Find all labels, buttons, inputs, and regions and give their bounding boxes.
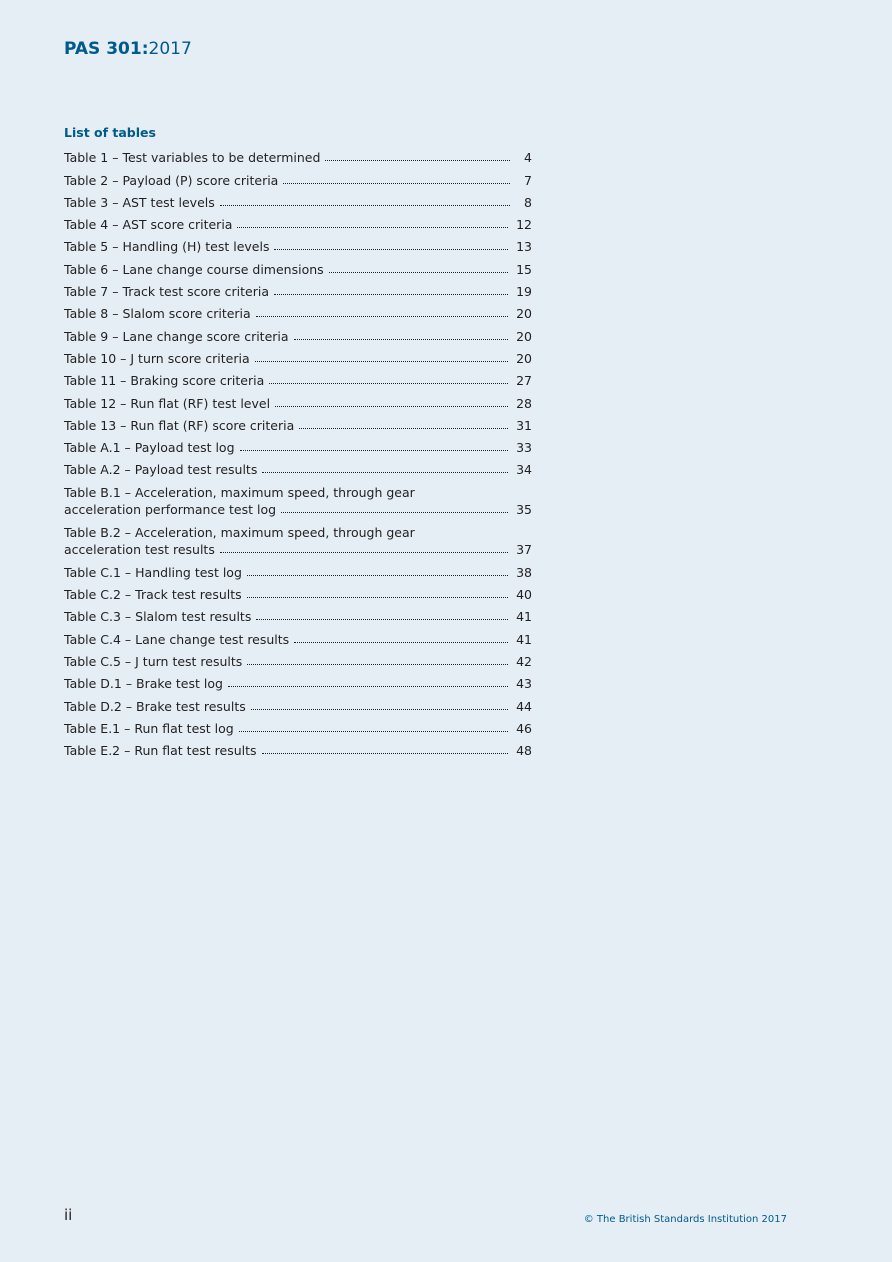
document-header (64, 39, 192, 59)
dot-leader (269, 383, 508, 384)
toc-entry-page: 7 (524, 172, 532, 188)
dot-leader (281, 512, 508, 513)
toc-entry[interactable] (64, 625, 532, 647)
section-title: List of tables (64, 125, 156, 140)
toc-entry[interactable] (64, 389, 532, 411)
page-number: ii (64, 1206, 73, 1224)
toc-entry[interactable] (64, 737, 532, 759)
toc-entry-label: Table 9 – Lane change score criteria (64, 328, 289, 344)
dot-leader (237, 227, 508, 228)
toc-entry-page: 41 (516, 631, 532, 647)
toc-entry-page: 38 (516, 564, 532, 580)
dot-leader (262, 472, 508, 473)
toc-entry-page: 19 (516, 284, 532, 300)
toc-entry[interactable] (64, 715, 532, 737)
dot-leader (294, 642, 508, 643)
toc-entry-page: 4 (524, 150, 532, 166)
toc-entry-label: Table C.2 – Track test results (64, 587, 242, 603)
copyright-notice: © The British Standards Institution 2017 (583, 1214, 787, 1225)
dot-leader (299, 428, 508, 429)
toc-entry-page: 37 (516, 542, 532, 558)
toc-entry-label: Table 1 – Test variables to be determined (64, 150, 321, 166)
toc-entry-label: Table 12 – Run flat (RF) test level (64, 395, 271, 411)
toc-entry-label: Table C.1 – Handling test log (64, 564, 242, 580)
toc-entry[interactable] (64, 518, 532, 558)
toc-entry-label: Table C.5 – J turn test results (64, 653, 243, 669)
toc-entry-label: Table E.2 – Run flat test results (64, 743, 257, 759)
toc-entry-label: Table 4 – AST score criteria (64, 217, 233, 233)
document-code: PAS 301: (64, 39, 149, 59)
toc-entry[interactable] (64, 648, 532, 670)
toc-entry-label: Table 13 – Run flat (RF) score criteria (64, 417, 295, 433)
dot-leader (220, 552, 508, 553)
toc-entry[interactable] (64, 211, 532, 233)
dot-leader (283, 183, 510, 184)
dot-leader (329, 272, 508, 273)
toc-entry-page: 20 (516, 306, 532, 322)
toc-entry-page: 33 (516, 440, 532, 456)
toc-entry[interactable] (64, 189, 532, 211)
toc-entry-label: Table D.2 – Brake test results (64, 698, 246, 714)
toc-entry-page: 40 (516, 587, 532, 603)
dot-leader (274, 249, 508, 250)
dot-leader (256, 316, 508, 317)
toc-entry-page: 20 (516, 350, 532, 366)
toc-entry-label: Table A.1 – Payload test log (64, 440, 235, 456)
toc-entry-label: Table 7 – Track test score criteria (64, 284, 270, 300)
toc-entry-label: Table 11 – Braking score criteria (64, 373, 265, 389)
toc-entry-page: 20 (516, 328, 532, 344)
toc-entry-label: Table E.1 – Run flat test log (64, 720, 234, 736)
toc-entry[interactable] (64, 300, 532, 322)
toc-entry[interactable] (64, 345, 532, 367)
dot-leader (228, 686, 508, 687)
toc-entry[interactable] (64, 456, 532, 478)
toc-entry[interactable] (64, 278, 532, 300)
toc-entry-label: Table B.1 – Acceleration, maximum speed, through gear (64, 485, 415, 501)
toc-entry-page: 34 (516, 462, 532, 478)
toc-entry-page: 46 (516, 720, 532, 736)
toc-entry[interactable] (64, 144, 532, 166)
toc-entry-label: Table 8 – Slalom score criteria (64, 306, 251, 322)
toc-entry-label: Table C.4 – Lane change test results (64, 631, 290, 647)
toc-entry-label: Table C.3 – Slalom test results (64, 609, 252, 625)
toc-entry[interactable] (64, 233, 532, 255)
toc-entry-page: 27 (516, 373, 532, 389)
dot-leader (256, 619, 508, 620)
toc-entry-label: Table B.2 – Acceleration, maximum speed, through gear (64, 525, 415, 541)
dot-leader (220, 205, 510, 206)
toc-entry[interactable] (64, 367, 532, 389)
toc-entry-label-continued: acceleration performance test log (64, 502, 277, 518)
toc-entry-page: 13 (516, 239, 532, 255)
dot-leader (247, 664, 508, 665)
toc-entry[interactable] (64, 322, 532, 344)
toc-entry[interactable] (64, 581, 532, 603)
document-year: 2017 (148, 39, 192, 59)
toc-entry[interactable] (64, 434, 532, 456)
toc-entry-page: 31 (516, 417, 532, 433)
dot-leader (240, 450, 509, 451)
toc-entry[interactable] (64, 603, 532, 625)
toc-entry[interactable] (64, 670, 532, 692)
dot-leader (262, 753, 509, 754)
toc-entry-label-continued: acceleration test results (64, 542, 215, 558)
list-of-tables (64, 144, 532, 759)
toc-entry-page: 12 (516, 217, 532, 233)
toc-entry-page: 8 (524, 194, 532, 210)
toc-entry-page: 35 (516, 502, 532, 518)
toc-entry-page: 43 (516, 676, 532, 692)
toc-entry-label: Table 2 – Payload (P) score criteria (64, 172, 279, 188)
toc-entry[interactable] (64, 166, 532, 188)
toc-entry[interactable] (64, 255, 532, 277)
dot-leader (294, 339, 509, 340)
dot-leader (247, 597, 508, 598)
toc-entry-label: Table 5 – Handling (H) test levels (64, 239, 270, 255)
dot-leader (325, 160, 510, 161)
dot-leader (251, 709, 508, 710)
toc-entry[interactable] (64, 558, 532, 580)
dot-leader (275, 406, 508, 407)
toc-entry-page: 41 (516, 609, 532, 625)
toc-entry-label: Table D.1 – Brake test log (64, 676, 223, 692)
toc-entry[interactable] (64, 412, 532, 434)
toc-entry-page: 44 (516, 698, 532, 714)
toc-entry[interactable] (64, 692, 532, 714)
toc-entry-label: Table 6 – Lane change course dimensions (64, 261, 324, 277)
dot-leader (247, 575, 508, 576)
toc-entry-page: 48 (516, 743, 532, 759)
dot-leader (239, 731, 508, 732)
toc-entry-page: 42 (516, 653, 532, 669)
dot-leader (274, 294, 508, 295)
toc-entry-label: Table 3 – AST test levels (64, 194, 215, 210)
toc-entry-label: Table A.2 – Payload test results (64, 462, 258, 478)
toc-entry-label: Table 10 – J turn score criteria (64, 350, 250, 366)
dot-leader (255, 361, 508, 362)
toc-entry[interactable] (64, 478, 532, 518)
toc-entry-page: 15 (516, 261, 532, 277)
toc-entry-page: 28 (516, 395, 532, 411)
